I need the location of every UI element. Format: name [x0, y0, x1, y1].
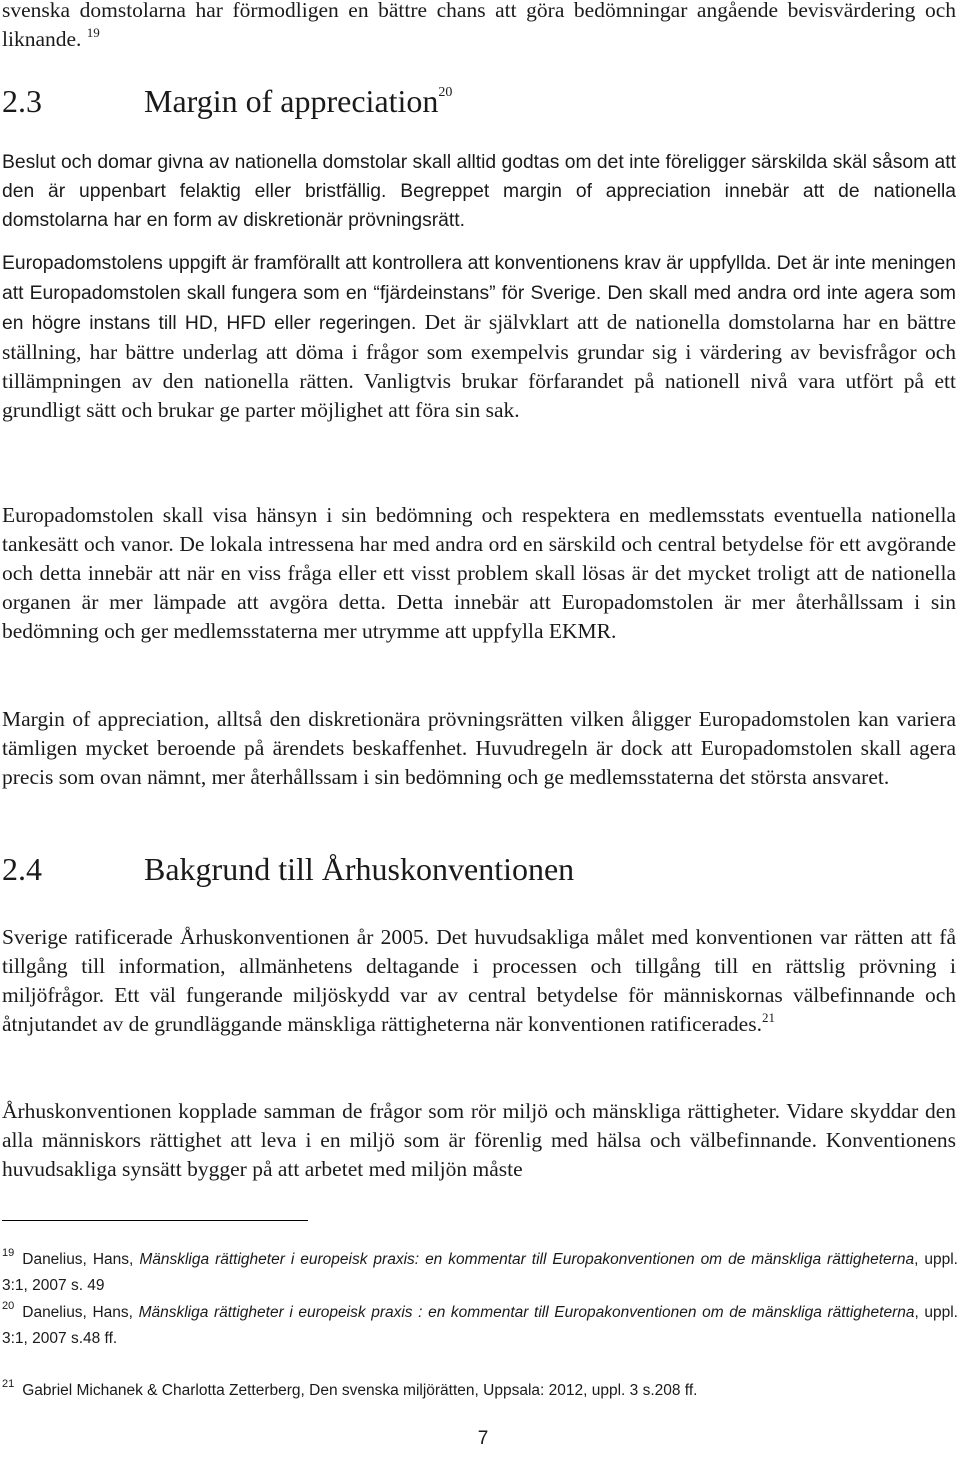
paragraph-text: Sverige ratificerade Århuskonventionen år 2005. Det huvudsakliga målet med konventionen var rätten att få tillgång till information, allmänhetens deltagande i processen och tillgång till en rättslig prövning i miljöfrågor. Ett väl fungerande miljöskydd var av central betydelse för människornas välbefinnande och åtnjutandet av de grundläggande mänskliga rättigheterna när konventionen ratificerades. — [2, 925, 956, 1036]
paragraph: Beslut och domar givna av nationella domstolar skall alltid godtas om det inte föreligger särskilda skäl såsom att den är uppenbart felaktig eller bristfällig. Begreppet margin of appreciation innebär att de nationella domstolarna har en form av diskretionär prövningsrätt. — [2, 152, 956, 231]
footnote-author: Danelius, Hans, — [22, 1251, 140, 1268]
paragraph-serif-part: Det är självklart att de nationella domstolarna har en bättre ställning, har bättre underlag att döma i frågor som exempelvis grundar sig i värdering av bevisfrågor och tillämpningen av den nationella rätten. Vanligtvis brukar förfarandet på nationell nivå vara utfört på ett grundligt sätt och brukar ge parter möjlighet att föra sin sak. — [2, 310, 956, 422]
paragraph: Europadomstolen skall visa hänsyn i sin bedömning och respektera en medlemsstats eventuella nationella tankesätt och vanor. De lokala intressena har med andra ord en särskild och central betydelse för ett avgörande och detta innebär att när en viss fråga eller ett visst problem skall lösas är det mycket troligt att de nationella organen är mer lämpade att avgöra detta. Detta innebär att Europadomstolen är mer återhållssam i sin bedömning och ger medlemsstaterna mer utrymme att uppfylla EKMR. — [2, 503, 956, 643]
footnote-text: Gabriel Michanek & Charlotta Zetterberg, Den svenska miljörätten, Uppsala: 2012, uppl. 3 s.208 ff. — [22, 1382, 698, 1399]
intro-paragraph — [2, 0, 956, 54]
paragraph-sans-part: Europadomstolens uppgift är framförallt att kontrollera att konventionens krav är uppfyllda. Det är inte meningen att Europadomstolen skall fungera som en “fjärdeinstans” för Sverige. Den skall med andra ord inte agera som en högre instans till HD, HFD eller regeringen. — [2, 253, 956, 334]
footnote-20 — [2, 1300, 958, 1352]
section-number: 2.4 — [2, 851, 42, 887]
section-heading-2-4 — [2, 850, 574, 888]
footnote-marker: 20 — [2, 1300, 15, 1312]
footnote-21 — [2, 1378, 958, 1404]
section-heading-2-3 — [2, 82, 452, 120]
footnote-marker: 19 — [2, 1247, 15, 1259]
footnote-ref-19: 19 — [86, 25, 100, 40]
footnote-author: Danelius, Hans, — [22, 1304, 139, 1321]
footnote-rest: , uppl. 3:1, 2007 s.48 ff. — [2, 1304, 958, 1347]
intro-text: svenska domstolarna har förmodligen en bättre chans att göra bedömningar angående bevisvärdering och liknande. — [2, 0, 956, 51]
footnote-separator — [2, 1220, 308, 1221]
paragraph: Århuskonventionen kopplade samman de frågor som rör miljö och mänskliga rättigheter. Vidare skyddar den alla människors rättighet att leva i en miljö som är förenlig med hälsa och välbefinnande. Konventionens huvudsakliga synsätt bygger på att arbetet med miljön måste — [2, 1099, 956, 1181]
paragraph — [2, 248, 956, 425]
section-title: Bakgrund till Århuskonventionen — [144, 851, 575, 887]
page-number: 7 — [477, 1428, 489, 1449]
footnote-19 — [2, 1247, 958, 1299]
paragraph: Margin of appreciation, alltså den diskretionära prövningsrätten vilken åligger Europadomstolen kan variera tämligen mycket beroende på ärendets beskaffenhet. Huvudregeln är dock att Europadomstolen skall agera precis som ovan nämnt, mer återhållssam i sin bedömning och ge medlemsstaterna det största ansvaret. — [2, 707, 956, 789]
footnote-marker: 21 — [2, 1378, 15, 1390]
footnote-title: Mänskliga rättigheter i europeisk praxis : en kommentar till Europakonventionen om de mänskliga rättigheterna — [138, 1304, 915, 1321]
paragraph — [2, 923, 956, 1039]
footnote-ref-21: 21 — [761, 1010, 775, 1025]
section-title: Margin of appreciation — [144, 83, 439, 119]
footnote-title: Mänskliga rättigheter i europeisk praxis: en kommentar till Europakonventionen om de mänskliga rättigheterna — [139, 1251, 915, 1268]
footnote-rest: , uppl. 3:1, 2007 s. 49 — [2, 1251, 958, 1294]
section-number: 2.3 — [2, 83, 42, 119]
footnote-ref-20: 20 — [438, 85, 453, 100]
